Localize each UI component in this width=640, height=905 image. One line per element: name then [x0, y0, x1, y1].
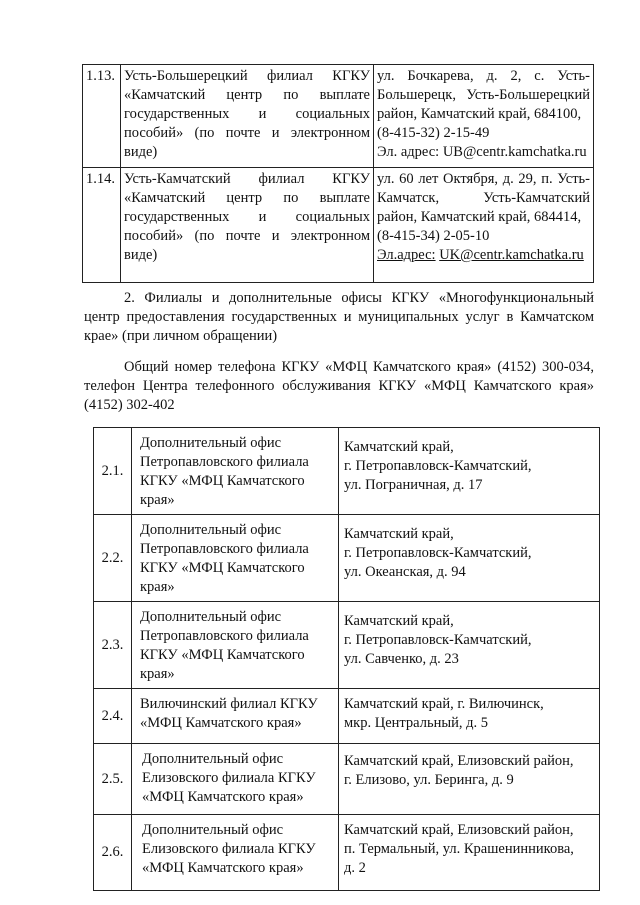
branch-address-cell — [374, 65, 594, 168]
email-label: Эл.адрес: — [377, 247, 436, 263]
office-name-line: Дополнительный офис — [140, 522, 282, 538]
email-link[interactable]: UK@centr.kamchatka.ru — [439, 247, 584, 263]
office-address-line: п. Термальный, ул. Крашенинникова, — [344, 841, 574, 857]
office-address — [339, 428, 600, 515]
row-number: 2.1. — [94, 428, 132, 515]
row-number: 2.5. — [94, 744, 132, 815]
office-name-line: КГКУ «МФЦ Камчатского — [140, 647, 305, 663]
office-name-line: КГКУ «МФЦ Камчатского — [140, 560, 305, 576]
office-address — [339, 744, 600, 815]
office-name — [132, 602, 339, 689]
office-name-line: Елизовского филиала КГКУ — [142, 770, 316, 786]
branches-table-1 — [82, 64, 594, 283]
branch-name: Усть-Большерецкий филиал КГКУ «Камчатский центр по выплате государственных и социальных пособий» (по почте и электронном виде) — [121, 65, 374, 168]
table-row — [94, 689, 600, 744]
office-name-line: края» — [140, 579, 175, 595]
office-name-line: Елизовского филиала КГКУ — [142, 841, 316, 857]
office-name-line: Вилючинский филиал КГКУ — [140, 696, 318, 712]
branch-address: ул. 60 лет Октября, д. 29, п. Усть-Камчатск, Усть-Камчатский район, Камчатский край, 684414, — [377, 171, 590, 225]
office-address-line: мкр. Центральный, д. 5 — [344, 715, 488, 731]
office-address-line: Камчатский край, — [344, 526, 454, 542]
branch-email: Эл. адрес: UB@centr.kamchatka.ru — [377, 144, 587, 160]
section-heading: 2. Филиалы и дополнительные офисы КГКУ «Многофункциональный центр предоставления государственных и муниципальных услуг в Камчатском крае» (при личном обращении) — [84, 290, 594, 344]
row-number: 1.13. — [83, 65, 121, 168]
office-address-line: Камчатский край, Елизовский район, — [344, 822, 574, 838]
office-name-line: «МФЦ Камчатского края» — [142, 860, 304, 876]
branches-table-2 — [93, 427, 600, 891]
row-number: 2.6. — [94, 815, 132, 891]
office-name — [132, 689, 339, 744]
branch-address-cell — [374, 168, 594, 283]
office-address-line: ул. Пограничная, д. 17 — [344, 477, 483, 493]
office-name-line: «МФЦ Камчатского края» — [140, 715, 302, 731]
table-row — [94, 515, 600, 602]
office-address-line: Камчатский край, — [344, 439, 454, 455]
office-address-line: г. Елизово, ул. Беринга, д. 9 — [344, 772, 514, 788]
office-address-line: г. Петропавловск-Камчатский, — [344, 545, 532, 561]
office-name-line: «МФЦ Камчатского края» — [142, 789, 304, 805]
office-name — [132, 515, 339, 602]
office-name-line: Дополнительный офис — [142, 822, 284, 838]
office-address-line: г. Петропавловск-Камчатский, — [344, 458, 532, 474]
office-name-line: Дополнительный офис — [140, 609, 282, 625]
office-name — [132, 744, 339, 815]
branch-address: ул. Бочкарева, д. 2, с. Усть-Большерецк, Усть-Большерецкий район, Камчатский край, 684100, — [377, 68, 590, 122]
office-address-line: ул. Савченко, д. 23 — [344, 651, 459, 667]
office-name-line: Петропавловского филиала — [140, 628, 309, 644]
office-address-line: г. Петропавловск-Камчатский, — [344, 632, 532, 648]
office-address-line: Камчатский край, г. Вилючинск, — [344, 696, 544, 712]
office-address-line: д. 2 — [344, 860, 366, 876]
office-address-line: ул. Океанская, д. 94 — [344, 564, 466, 580]
phone-info-paragraph: Общий номер телефона КГКУ «МФЦ Камчатского края» (4152) 300-034, телефон Центра телефонного обслуживания КГКУ «МФЦ Камчатского края» (4152) 302-402 — [84, 359, 594, 413]
table-row — [94, 602, 600, 689]
row-number: 2.4. — [94, 689, 132, 744]
row-number: 2.2. — [94, 515, 132, 602]
row-number: 1.14. — [83, 168, 121, 283]
office-address-line: Камчатский край, Елизовский район, — [344, 753, 574, 769]
branch-phone: (8-415-32) 2-15-49 — [377, 125, 490, 141]
office-name-line: Дополнительный офис — [142, 751, 284, 767]
office-address-line: Камчатский край, — [344, 613, 454, 629]
office-address — [339, 515, 600, 602]
office-name — [132, 428, 339, 515]
table-row — [94, 815, 600, 891]
office-name — [132, 815, 339, 891]
office-name-line: Петропавловского филиала — [140, 454, 309, 470]
office-name-line: края» — [140, 492, 175, 508]
office-address — [339, 602, 600, 689]
table-row — [94, 428, 600, 515]
office-name-line: КГКУ «МФЦ Камчатского — [140, 473, 305, 489]
office-address — [339, 815, 600, 891]
office-name-line: края» — [140, 666, 175, 682]
table-row — [83, 168, 594, 283]
office-name-line: Петропавловского филиала — [140, 541, 309, 557]
table-row — [83, 65, 594, 168]
office-name-line: Дополнительный офис — [140, 435, 282, 451]
office-address — [339, 689, 600, 744]
branch-name: Усть-Камчатский филиал КГКУ «Камчатский центр по выплате государственных и социальных пособий» (по почте и электронном виде) — [121, 168, 374, 283]
branch-phone: (8-415-34) 2-05-10 — [377, 228, 490, 244]
table-row — [94, 744, 600, 815]
row-number: 2.3. — [94, 602, 132, 689]
